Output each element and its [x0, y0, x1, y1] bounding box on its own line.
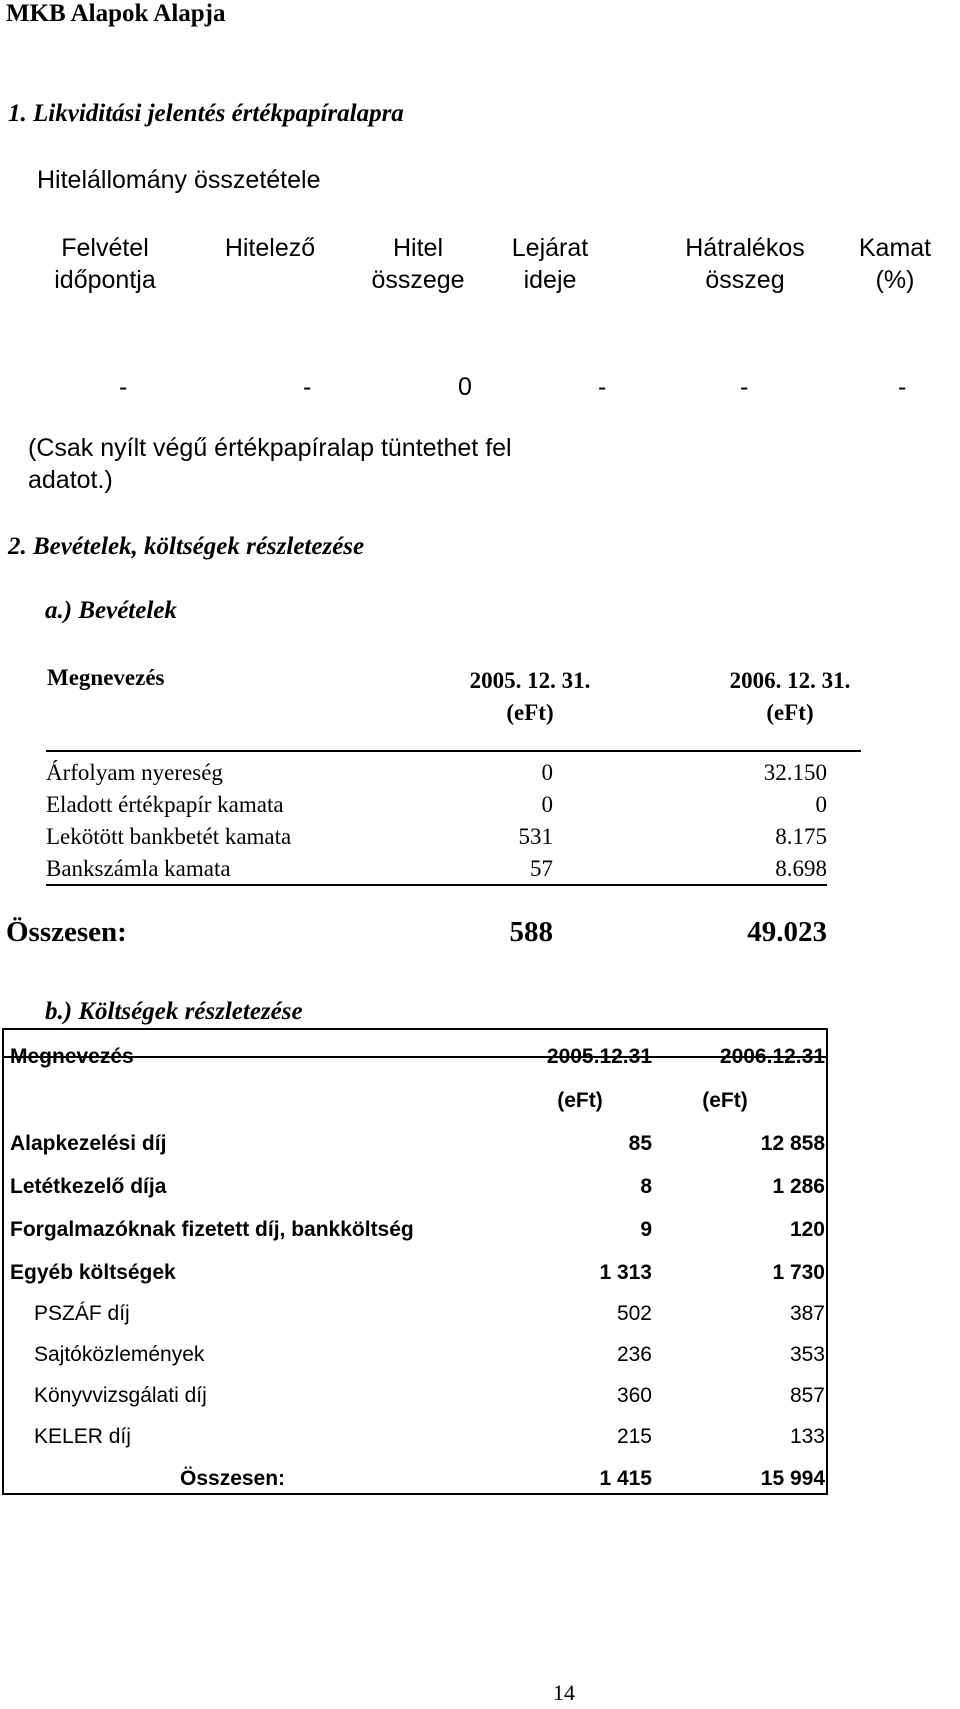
costs-row-name: Forgalmazóknak fizetett díj, bankköltség — [10, 1218, 414, 1241]
revenues-row-name: Bankszámla kamata — [46, 856, 231, 881]
revenues-total-2006: 49.023 — [747, 916, 827, 948]
costs-unit-2006: (eFt) — [702, 1089, 748, 1112]
revenues-row-name: Eladott értékpapír kamata — [46, 792, 284, 817]
revenues-total-label: Összesen: — [6, 916, 127, 948]
costs-col-header-name: Megnevezés — [10, 1045, 134, 1068]
costs-subrow-name: KELER díj — [34, 1425, 131, 1448]
revenues-col-header-2005: 2005. 12. 31. (eFt) — [469, 668, 591, 725]
costs-total-2005: 1 415 — [599, 1467, 652, 1490]
revenues-row-2006: 8.175 — [775, 824, 827, 849]
costs-subrow-name: Könyvvizsgálati díj — [34, 1384, 207, 1407]
costs-unit-2005: (eFt) — [557, 1089, 603, 1112]
costs-row-2006: 1 730 — [772, 1261, 825, 1284]
costs-row-name: Alapkezelési díj — [10, 1132, 167, 1155]
page-number: 14 — [553, 1680, 575, 1705]
revenues-row-2005: 57 — [530, 856, 553, 881]
costs-col-header-2006: 2006.12.31 — [719, 1045, 825, 1068]
loan-col-header-amount: Hitel összege — [371, 234, 465, 294]
revenues-row-2006: 32.150 — [763, 760, 827, 785]
revenues-header-rule — [46, 750, 861, 752]
costs-row-2006: 1 286 — [772, 1175, 825, 1198]
costs-subrow-name: Sajtóközlemények — [34, 1343, 205, 1366]
costs-row-2005: 85 — [628, 1132, 652, 1155]
costs-row-2006: 12 858 — [760, 1132, 825, 1155]
revenues-bottom-rule — [46, 884, 827, 886]
loan-cell-arrears: - — [740, 373, 749, 401]
loan-cell-maturity: - — [598, 373, 607, 401]
revenues-row-2005: 0 — [541, 792, 553, 817]
section-2-title: 2. Bevételek, költségek részletezése — [8, 533, 365, 560]
revenues-row-2006: 0 — [815, 792, 827, 817]
loan-col-header-maturity: Lejárat ideje — [511, 234, 589, 294]
costs-row-name: Letétkezelő díja — [10, 1175, 167, 1198]
revenues-row-2005: 0 — [541, 760, 553, 785]
costs-subrow-2005: 360 — [616, 1384, 652, 1407]
revenues-title: a.) Bevételek — [45, 597, 177, 624]
revenues-row-name: Lekötött bankbetét kamata — [46, 824, 292, 849]
costs-subrow-name: PSZÁF díj — [34, 1302, 130, 1325]
costs-col-header-2005: 2005.12.31 — [546, 1045, 652, 1068]
revenues-col-header-name: Megnevezés — [47, 665, 165, 690]
costs-row-2006: 120 — [789, 1218, 825, 1241]
revenues-row-2005: 531 — [518, 824, 553, 849]
loan-cell-amount: 0 — [458, 373, 472, 401]
revenues-row-2006: 8.698 — [775, 856, 827, 881]
revenues-total-2005: 588 — [509, 916, 553, 948]
section-1-title: 1. Likviditási jelentés értékpapíralapra — [8, 100, 404, 127]
loan-cell-interest: - — [898, 373, 907, 401]
costs-subrow-2006: 353 — [789, 1343, 825, 1366]
costs-subrow-2005: 236 — [616, 1343, 652, 1366]
costs-row-2005: 9 — [640, 1218, 652, 1241]
costs-title: b.) Költségek részletezése — [45, 998, 303, 1025]
costs-subrow-2006: 857 — [789, 1384, 825, 1407]
document-header-title: MKB Alapok Alapja — [6, 0, 226, 27]
loan-table-title: Hitelállomány összetétele — [37, 166, 321, 194]
loan-col-header-lender: Hitelező — [224, 234, 316, 262]
loan-col-header-arrears: Hátralékos összeg — [685, 234, 805, 294]
costs-total-label: Összesen: — [180, 1467, 286, 1490]
costs-row-2005: 8 — [640, 1175, 652, 1198]
revenues-row-name: Árfolyam nyereség — [46, 760, 223, 785]
costs-subrow-2006: 387 — [789, 1302, 825, 1325]
loan-cell-date: - — [119, 373, 128, 401]
loan-cell-lender: - — [303, 373, 312, 401]
loan-col-header-interest: Kamat (%) — [858, 234, 932, 294]
costs-subrow-2006: 133 — [789, 1425, 825, 1448]
loan-col-header-date: Felvétel időpontja — [54, 234, 156, 294]
costs-subrow-2005: 215 — [616, 1425, 652, 1448]
costs-total-2006: 15 994 — [760, 1467, 825, 1490]
costs-row-2005: 1 313 — [599, 1261, 652, 1284]
costs-row-name: Egyéb költségek — [10, 1261, 176, 1284]
revenues-col-header-2006: 2006. 12. 31. (eFt) — [729, 668, 851, 725]
open-end-fund-note: (Csak nyílt végű értékpapíralap tüntethet fel adatot.) — [28, 434, 512, 494]
costs-subrow-2005: 502 — [616, 1302, 652, 1325]
